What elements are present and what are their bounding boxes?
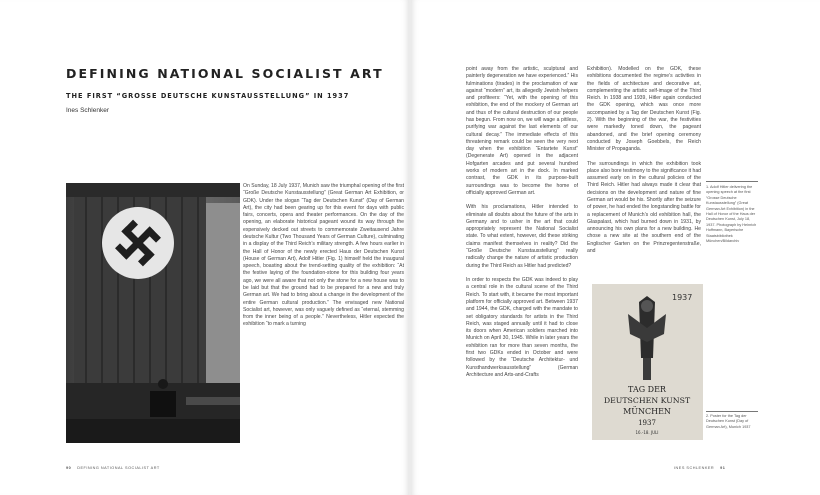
caption-rule <box>706 181 758 182</box>
poster-line-1: TAG DER <box>628 385 666 394</box>
right-text-column <box>587 66 701 278</box>
paragraph: On Sunday, 18 July 1937, Munich saw the triumphal opening of the first “Große Deutsche Kunstausstellung” (Great German Art Exhibition, or GDK). Under the slogan “Tag der Deutschen Kunst” (Day of German Art), the city had been gearing up for this event for days with public fairs, concerts, opera and theater performances. On the day of the opening, an elaborate historical pageant wound its way through the expensively decked out streets to commemorate Zweitausend Jahre deutsche Kultur (Two Thousand Years of German Culture), culminating in a display of the Third Reich’s military strength. A few hours earlier in the Hall of Honor of the newly erected Haus der Deutschen Kunst (House of German Art), Adolf Hitler (Fig. 1) himself held the inaugural speech, boasting about the trend-setting quality of the exhibition: “At the festive laying of the foundation-stone for this building four years ago, we were all aware that not only the stone for a new house was to be laid but that the ground had to be prepared for a new and truly German art. We had to bring about a change in the development of the entire German cultural production.” The envisaged new National Socialist art, however, was only vaguely defined as “eternal, stemming from the inner being of a people.” Nevertheless, Hitler expected the exhibition “to mark a turning <box>243 183 404 328</box>
paragraph: With his proclamations, Hitler intended to eliminate all doubts about the future of the arts in Germany and to usher in the art that could appropriately represent the National Socialist state. To what extent, however, did these striking claims manifest themselves in reality? Did the “Große Deutsche Kunstausstellung” really radically change the nature of artistic production during the Third Reich as Hitler had predicted? <box>466 204 578 269</box>
running-head-right: INES SCHLENKER <box>674 466 715 470</box>
poster-line-5: 16.-18. JULI <box>635 430 659 435</box>
right-footer <box>674 466 725 470</box>
figure-2-poster <box>592 284 703 440</box>
poster-line-4: 1937 <box>638 419 656 427</box>
caption-rule <box>706 411 758 412</box>
poster-year: 1937 <box>672 293 693 302</box>
page-number-left: 90 <box>66 466 72 470</box>
article-author: Ines Schlenker <box>66 107 109 114</box>
page-number-right: 91 <box>720 466 726 470</box>
paragraph: Exhibition). Modelled on the GDK, these exhibitions documented the regime’s activities in the fields of architecture and decorative art, complementing the artistic self-image of the Third Reich. In 1938 and 1939, Hitler again conducted the GDK opening, which was once more accompanied by a Tag der Deutschen Kunst (Fig. 2). With the beginning of the war, the festivities were markedly toned down, the pageant abandoned, and the brief opening ceremony conducted by Joseph Goebbels, the Reich Minister of Propaganda. <box>587 66 701 153</box>
article-subtitle: THE FIRST “GROSSE DEUTSCHE KUNSTAUSSTELLUNG” IN 1937 <box>66 92 350 100</box>
paragraph: point away from the artistic, sculptural and painterly degeneration we have experienced.” His fulminations (tirades) in the proclamation of war against “modern” art, its allegedly Jewish helpers and profiteers: “Yet, with the opening of this exhibition, the end of the mockery of German art and thus of the cultural destruction of our people has begun. From now on, we will wage a pitiless, purifying war against the last elements of our cultural decay.” The immediate effects of this threatening remark could be seen the very next day when the exhibition “Entartete Kunst” (Degenerate Art) opened in the adjacent Hofgarten arcades and put several hundred works of modern art in the dock. In marked contrast, the GDK in its purpose-built surroundings was to become the home of officially approved German art. <box>466 66 578 196</box>
poster-line-2: DEUTSCHEN KUNST <box>603 396 691 405</box>
paragraph: The surroundings in which the exhibition took place also bore testimony to the significance it had assumed early on in the cultural policies of the Third Reich. Hitler had always made it clear that decisions on the development and nature of fine German art would be his. Shortly after the seizure of power, he had ended the longstanding battle for a replacement of Munich’s old exhibition hall, the Glaspalast, which had burned down in 1931, by announcing his own plans for a new building. He chose a new site at the southern end of the Englischer Garten on the Prinzregentenstraße, and <box>587 160 701 255</box>
hall-of-honor-photo <box>66 183 240 443</box>
running-head-left: DEFINING NATIONAL SOCIALIST ART <box>77 466 160 470</box>
figure-1-photograph <box>66 183 240 443</box>
paragraph: In order to respects the GDK was indeed to play a central role in the cultural scene of the Third Reich. To start with, it became the most important platform for officially approved art. Between 1937 and 1944, the GDK, charged with the mandate to set obligatory standards for artists in the Third Reich, was staged annually until it had to close its doors when American soldiers marched into Munich on April 30, 1945. While in later years the exhibition ran for more than seven months, the first two GDKs ended in October and were followed by the “Deutsche Architektur- und Kunsthandwerksausstellung” (German Architecture and Arts-and-Crafts <box>466 277 578 378</box>
figure-2-caption: 2. Poster for the Tag der Deutschen Kunst (Day of German Art), Munich 1937 <box>706 414 751 429</box>
figure-1-caption: 1. Adolf Hitler delivering the opening speech at the first “Grosse Deutsche Kunstausstellung” (Great German Art Exhibition) in the Hall of Honor of the Haus der Deutschen Kunst, July 18, 1937. Photograph by Heinrich Hoffmann, Bayerische Staatsbibliothek München/Bildarchiv <box>706 185 757 244</box>
left-text-column <box>243 183 404 449</box>
poster-artwork <box>592 284 703 440</box>
middle-text-column <box>466 66 578 450</box>
poster-line-3: MÜNCHEN <box>623 407 671 416</box>
left-footer <box>66 466 160 470</box>
article-title: DEFINING NATIONAL SOCIALIST ART <box>66 66 384 81</box>
